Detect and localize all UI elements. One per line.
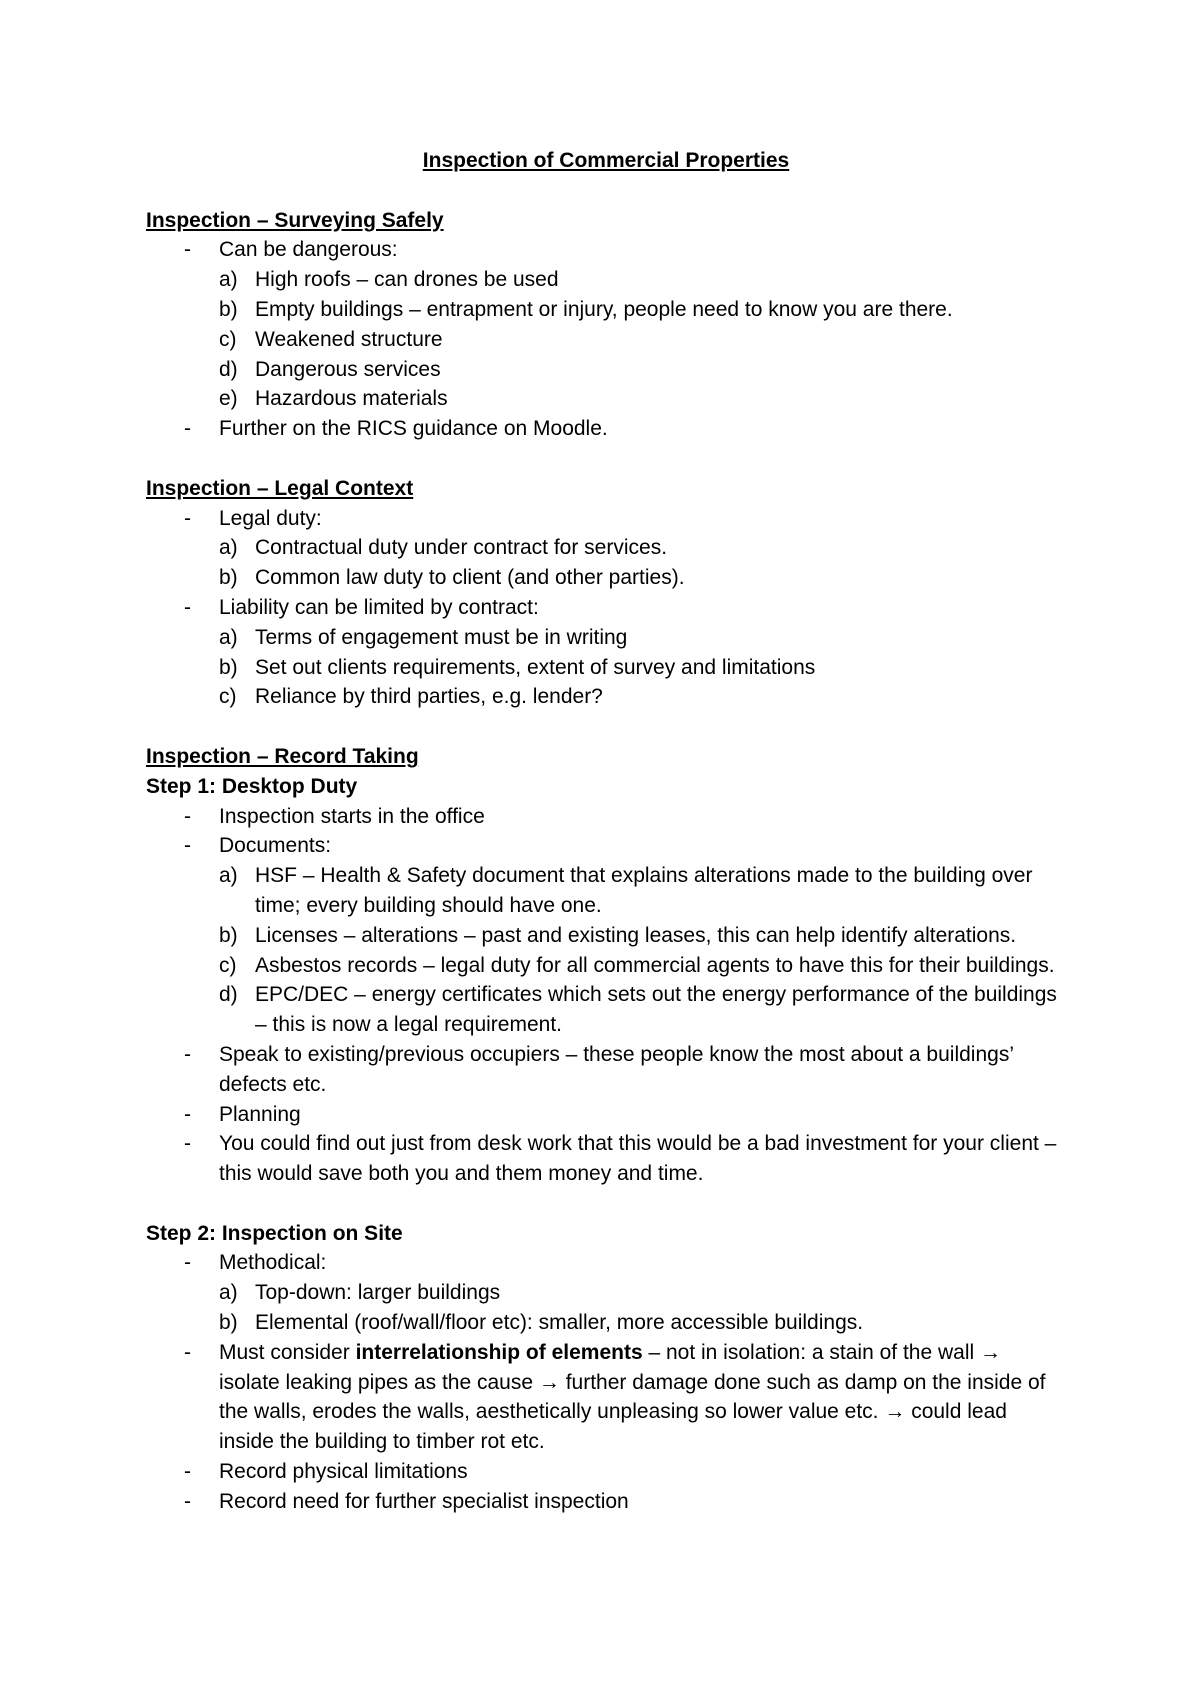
bullet-list bbox=[146, 504, 1066, 713]
page-title: Inspection of Commercial Properties bbox=[422, 149, 790, 172]
document-body bbox=[146, 146, 1066, 1546]
bullet-list bbox=[146, 1248, 1066, 1516]
list-item: - Liability can be limited by contract: a) Terms of engagement must be in writing b) Set out clients requirements, extent of survey and limitations c) Reliance by third parties, e.g. lender? bbox=[146, 593, 1066, 712]
sub-list-item: b) Elemental (roof/wall/floor etc): smaller, more accessible buildings. bbox=[219, 1311, 864, 1335]
section-inspection-on-site bbox=[146, 1219, 1066, 1517]
list-item: - Further on the RICS guidance on Moodle. bbox=[146, 414, 1066, 444]
sub-list bbox=[219, 533, 1066, 593]
sub-list-item: d) EPC/DEC – energy certificates which sets out the energy performance of the buildings – this is now a legal requirement. bbox=[219, 983, 1057, 1037]
sub-list-item: b) Licenses – alterations – past and existing leases, this can help identify alterations. bbox=[219, 923, 1017, 947]
list-item: - Methodical: a) Top-down: larger buildings b) Elemental (roof/wall/floor etc): smaller, more accessible buildings. bbox=[146, 1248, 1066, 1337]
emphasis: interrelationship of elements bbox=[355, 1340, 643, 1364]
sub-list bbox=[219, 623, 1066, 712]
step-heading: Step 2: Inspection on Site bbox=[146, 1221, 403, 1245]
list-item: - Record physical limitations bbox=[146, 1457, 1066, 1487]
list-item: - Record need for further specialist inspection bbox=[146, 1487, 1066, 1517]
sub-list bbox=[219, 265, 1066, 414]
sub-list bbox=[219, 1278, 1066, 1338]
list-item: - Must consider interrelationship of elements – not in isolation: a stain of the wall → isolate leaking pipes as the cause → further damage done such as damp on the inside of the walls, erodes the walls, aesthetically unpleasing so lower value etc. → could lead inside the building to timber rot etc. bbox=[146, 1338, 1066, 1457]
step-heading: Step 1: Desktop Duty bbox=[146, 774, 358, 798]
sub-list-item: b) Empty buildings – entrapment or injury, people need to know you are there. bbox=[219, 297, 953, 321]
section-heading: Inspection – Record Taking bbox=[146, 744, 419, 768]
section-heading: Inspection – Legal Context bbox=[146, 476, 414, 500]
sub-list-item: d) Dangerous services bbox=[219, 357, 441, 381]
section-legal-context bbox=[146, 474, 1066, 712]
section-surveying-safely bbox=[146, 206, 1066, 444]
sub-list-item: c) Reliance by third parties, e.g. lender? bbox=[219, 685, 603, 709]
list-item: - Can be dangerous: a) High roofs – can drones be used b) Empty buildings – entrapment or injury, people need to know you are there. c) Weakened structure d) Dangerous services e) Hazardous materials bbox=[146, 235, 1066, 414]
list-item: - Planning bbox=[146, 1100, 1066, 1130]
list-item: - You could find out just from desk work that this would be a bad investment for your client – this would save both you and them money and time. bbox=[146, 1129, 1066, 1189]
sub-list-item: a) HSF – Health & Safety document that explains alterations made to the building over time; every building should have one. bbox=[219, 864, 1033, 917]
section-record-taking bbox=[146, 742, 1066, 1189]
section-heading: Inspection – Surveying Safely bbox=[146, 208, 444, 232]
sub-list-item: a) High roofs – can drones be used bbox=[219, 268, 559, 292]
sub-list-item: c) Weakened structure bbox=[219, 327, 443, 351]
sub-list-item: b) Common law duty to client (and other parties). bbox=[219, 566, 685, 590]
sub-list-item: a) Terms of engagement must be in writing bbox=[219, 625, 628, 649]
sub-list bbox=[219, 861, 1066, 1040]
sub-list-item: a) Contractual duty under contract for services. bbox=[219, 536, 668, 560]
sub-list-item: a) Top-down: larger buildings bbox=[219, 1281, 501, 1305]
bullet-list bbox=[146, 802, 1066, 1189]
sub-list-item: c) Asbestos records – legal duty for all commercial agents to have this for their buildings. bbox=[219, 953, 1055, 977]
sub-list-item: e) Hazardous materials bbox=[219, 387, 448, 411]
list-item: - Documents: a) HSF – Health & Safety document that explains alterations made to the building over time; every building should have one. b) Licenses – alterations – past and existing leases, this can help identify alterations. c) Asbestos records – legal duty for all commercial agents to have this for their buildings. d) EPC/DEC – energy certificates which sets out the energy performance of the buildings – this is now a legal requirement. bbox=[146, 831, 1066, 1040]
list-item: - Inspection starts in the office bbox=[146, 802, 1066, 832]
bullet-list bbox=[146, 235, 1066, 444]
list-item: - Speak to existing/previous occupiers – these people know the most about a buildings’ defects etc. bbox=[146, 1040, 1066, 1100]
sub-list-item: b) Set out clients requirements, extent of survey and limitations bbox=[219, 655, 816, 679]
list-item: - Legal duty: a) Contractual duty under contract for services. b) Common law duty to client (and other parties). bbox=[146, 504, 1066, 593]
